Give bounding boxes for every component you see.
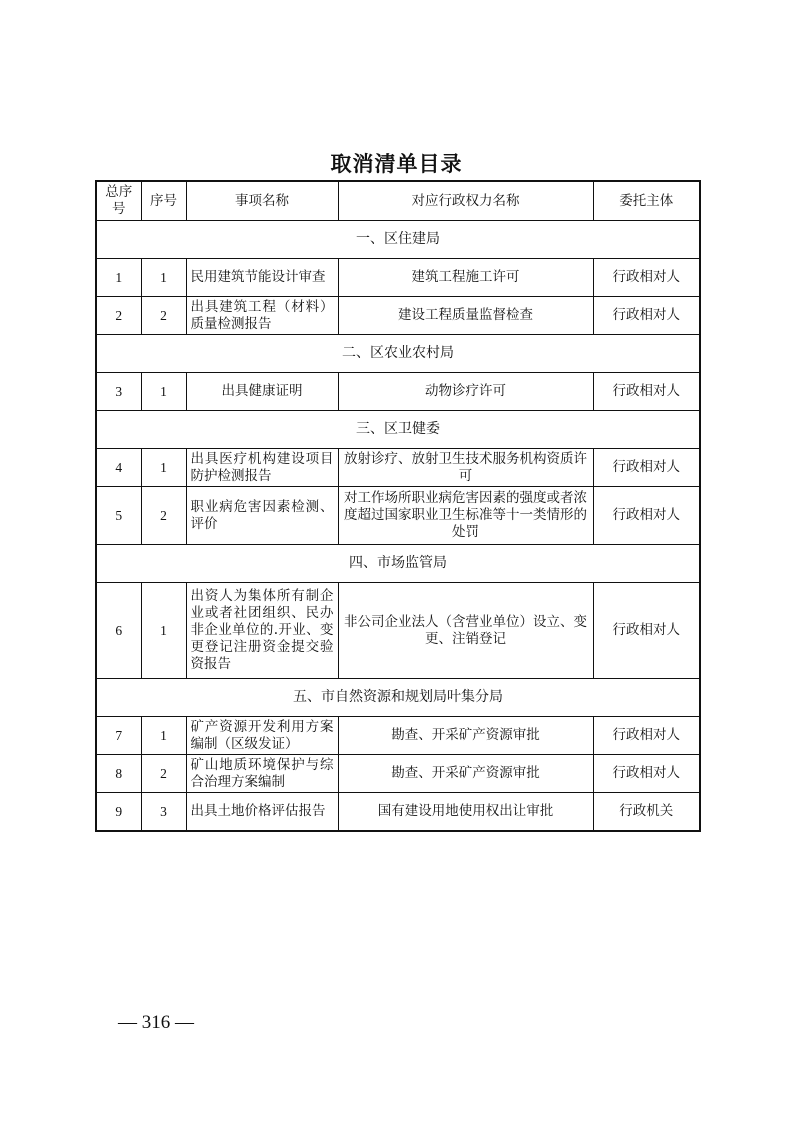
total-seq-cell: 2 bbox=[96, 297, 141, 335]
section-heading-row bbox=[96, 679, 700, 717]
section-heading: 一、区住建局 bbox=[96, 221, 700, 259]
power-name-cell: 非公司企业法人（含营业单位）设立、变更、注销登记 bbox=[338, 583, 593, 679]
table-header-row bbox=[96, 181, 700, 221]
seq-cell: 1 bbox=[141, 259, 186, 297]
column-header-total-seq: 总序号 bbox=[96, 181, 141, 221]
section-heading: 四、市场监管局 bbox=[96, 545, 700, 583]
seq-cell: 1 bbox=[141, 373, 186, 411]
section-heading-row bbox=[96, 545, 700, 583]
section-heading-row bbox=[96, 411, 700, 449]
section-heading-row bbox=[96, 221, 700, 259]
entrusted-party-cell: 行政相对人 bbox=[593, 583, 700, 679]
item-name-cell: 职业病危害因素检测、评价 bbox=[186, 487, 338, 545]
power-name-cell: 国有建设用地使用权出让审批 bbox=[338, 793, 593, 831]
cancellation-list-table bbox=[95, 180, 701, 832]
total-seq-cell: 3 bbox=[96, 373, 141, 411]
seq-cell: 2 bbox=[141, 297, 186, 335]
seq-cell: 2 bbox=[141, 487, 186, 545]
entrusted-party-cell: 行政相对人 bbox=[593, 373, 700, 411]
entrusted-party-cell: 行政相对人 bbox=[593, 755, 700, 793]
total-seq-cell: 5 bbox=[96, 487, 141, 545]
page-number: — 316 — bbox=[118, 1012, 194, 1033]
power-name-cell: 动物诊疗许可 bbox=[338, 373, 593, 411]
power-name-cell: 勘查、开采矿产资源审批 bbox=[338, 755, 593, 793]
total-seq-cell: 8 bbox=[96, 755, 141, 793]
entrusted-party-cell: 行政相对人 bbox=[593, 297, 700, 335]
column-header-power-name: 对应行政权力名称 bbox=[338, 181, 593, 221]
item-name-cell: 矿产资源开发利用方案编制（区级发证） bbox=[186, 717, 338, 755]
power-name-cell: 勘查、开采矿产资源审批 bbox=[338, 717, 593, 755]
entrusted-party-cell: 行政相对人 bbox=[593, 717, 700, 755]
total-seq-cell: 4 bbox=[96, 449, 141, 487]
item-name-cell: 出具土地价格评估报告 bbox=[186, 793, 338, 831]
total-seq-cell: 9 bbox=[96, 793, 141, 831]
seq-cell: 2 bbox=[141, 755, 186, 793]
column-header-entrusted-party: 委托主体 bbox=[593, 181, 700, 221]
seq-cell: 3 bbox=[141, 793, 186, 831]
item-name-cell: 出具健康证明 bbox=[186, 373, 338, 411]
entrusted-party-cell: 行政相对人 bbox=[593, 449, 700, 487]
power-name-cell: 对工作场所职业病危害因素的强度或者浓度超过国家职业卫生标准等十一类情形的处罚 bbox=[338, 487, 593, 545]
total-seq-cell: 1 bbox=[96, 259, 141, 297]
document-title: 取消清单目录 bbox=[330, 152, 463, 176]
seq-cell: 1 bbox=[141, 449, 186, 487]
entrusted-party-cell: 行政相对人 bbox=[593, 259, 700, 297]
total-seq-cell: 7 bbox=[96, 717, 141, 755]
column-header-seq: 序号 bbox=[141, 181, 186, 221]
table-row bbox=[96, 755, 700, 793]
section-heading: 五、市自然资源和规划局叶集分局 bbox=[96, 679, 700, 717]
column-header-item-name: 事项名称 bbox=[186, 181, 338, 221]
item-name-cell: 民用建筑节能设计审查 bbox=[186, 259, 338, 297]
table-row bbox=[96, 297, 700, 335]
seq-cell: 1 bbox=[141, 583, 186, 679]
section-heading: 三、区卫健委 bbox=[96, 411, 700, 449]
item-name-cell: 出资人为集体所有制企业或者社团组织、民办非企业单位的.开业、变更登记注册资金提交验资报告 bbox=[186, 583, 338, 679]
table-row bbox=[96, 487, 700, 545]
item-name-cell: 出具医疗机构建设项目防护检测报告 bbox=[186, 449, 338, 487]
item-name-cell: 矿山地质环境保护与综合治理方案编制 bbox=[186, 755, 338, 793]
power-name-cell: 建筑工程施工许可 bbox=[338, 259, 593, 297]
table-row bbox=[96, 373, 700, 411]
entrusted-party-cell: 行政相对人 bbox=[593, 487, 700, 545]
total-seq-cell: 6 bbox=[96, 583, 141, 679]
section-heading: 二、区农业农村局 bbox=[96, 335, 700, 373]
table-row bbox=[96, 793, 700, 831]
table-row bbox=[96, 717, 700, 755]
power-name-cell: 建设工程质量监督检查 bbox=[338, 297, 593, 335]
table-row bbox=[96, 583, 700, 679]
entrusted-party-cell: 行政机关 bbox=[593, 793, 700, 831]
item-name-cell: 出具建筑工程（材料）质量检测报告 bbox=[186, 297, 338, 335]
section-heading-row bbox=[96, 335, 700, 373]
power-name-cell: 放射诊疗、放射卫生技术服务机构资质许可 bbox=[338, 449, 593, 487]
table-row bbox=[96, 259, 700, 297]
seq-cell: 1 bbox=[141, 717, 186, 755]
table-row bbox=[96, 449, 700, 487]
